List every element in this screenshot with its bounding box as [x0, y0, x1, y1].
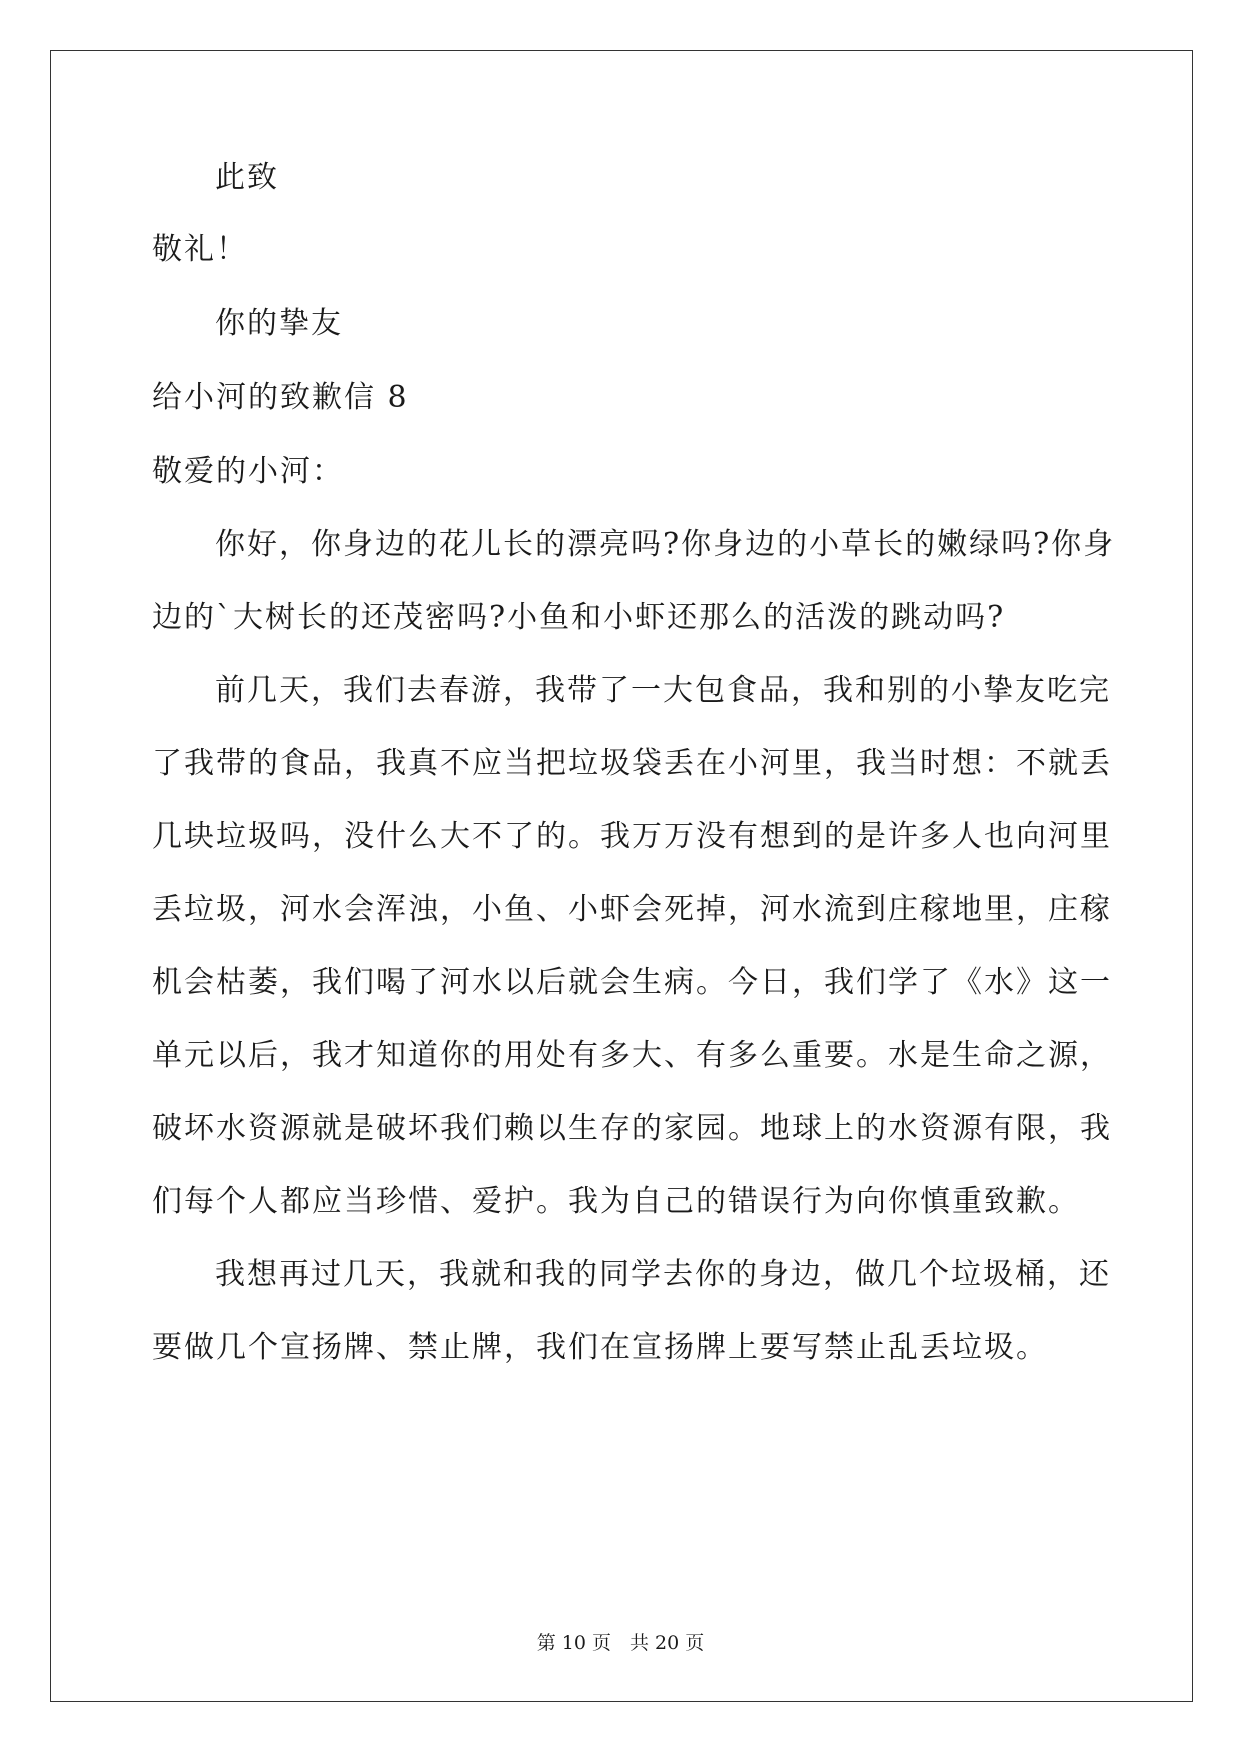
- salute-line: 敬礼！: [152, 232, 248, 267]
- greeting-line: 敬爱的小河：: [152, 454, 344, 489]
- paragraph-line: 要做几个宣扬牌、禁止牌，我们在宣扬牌上要写禁止乱丢垃圾。: [152, 1330, 1048, 1365]
- paragraph-line: 前几天，我们去春游，我带了一大包食品，我和别的小挚友吃完: [215, 673, 1111, 708]
- paragraph-line: 丢垃圾，河水会浑浊，小鱼、小虾会死掉，河水流到庄稼地里，庄稼: [152, 892, 1112, 927]
- signature-line: 你的挚友: [215, 306, 343, 341]
- closing-line: 此致: [215, 160, 279, 195]
- paragraph-line: 几块垃圾吗，没什么大不了的。我万万没有想到的是许多人也向河里: [152, 819, 1112, 854]
- paragraph-line: 边的`大树长的还茂密吗?小鱼和小虾还那么的活泼的跳动吗?: [152, 600, 1006, 635]
- paragraph-line: 了我带的食品，我真不应当把垃圾袋丢在小河里，我当时想：不就丢: [152, 746, 1112, 781]
- letter-body: [152, 160, 1116, 1365]
- paragraph-line: 们每个人都应当珍惜、爱护。我为自己的错误行为向你慎重致歉。: [152, 1184, 1080, 1219]
- paragraph-line: 我想再过几天，我就和我的同学去你的身边，做几个垃圾桶，还: [215, 1257, 1111, 1292]
- paragraph-line: 单元以后，我才知道你的用处有多大、有多么重要。水是生命之源，: [152, 1038, 1112, 1073]
- paragraph-line: 你好，你身边的花儿长的漂亮吗?你身边的小草长的嫩绿吗?你身: [215, 527, 1116, 562]
- page-number-footer: 第 10 页 共 20 页: [536, 1632, 705, 1654]
- paragraph-line: 机会枯萎，我们喝了河水以后就会生病。今日，我们学了《水》这一: [152, 965, 1112, 1000]
- letter-heading: 给小河的致歉信 8: [152, 380, 409, 415]
- paragraph-line: 破坏水资源就是破坏我们赖以生存的家园。地球上的水资源有限，我: [152, 1111, 1112, 1146]
